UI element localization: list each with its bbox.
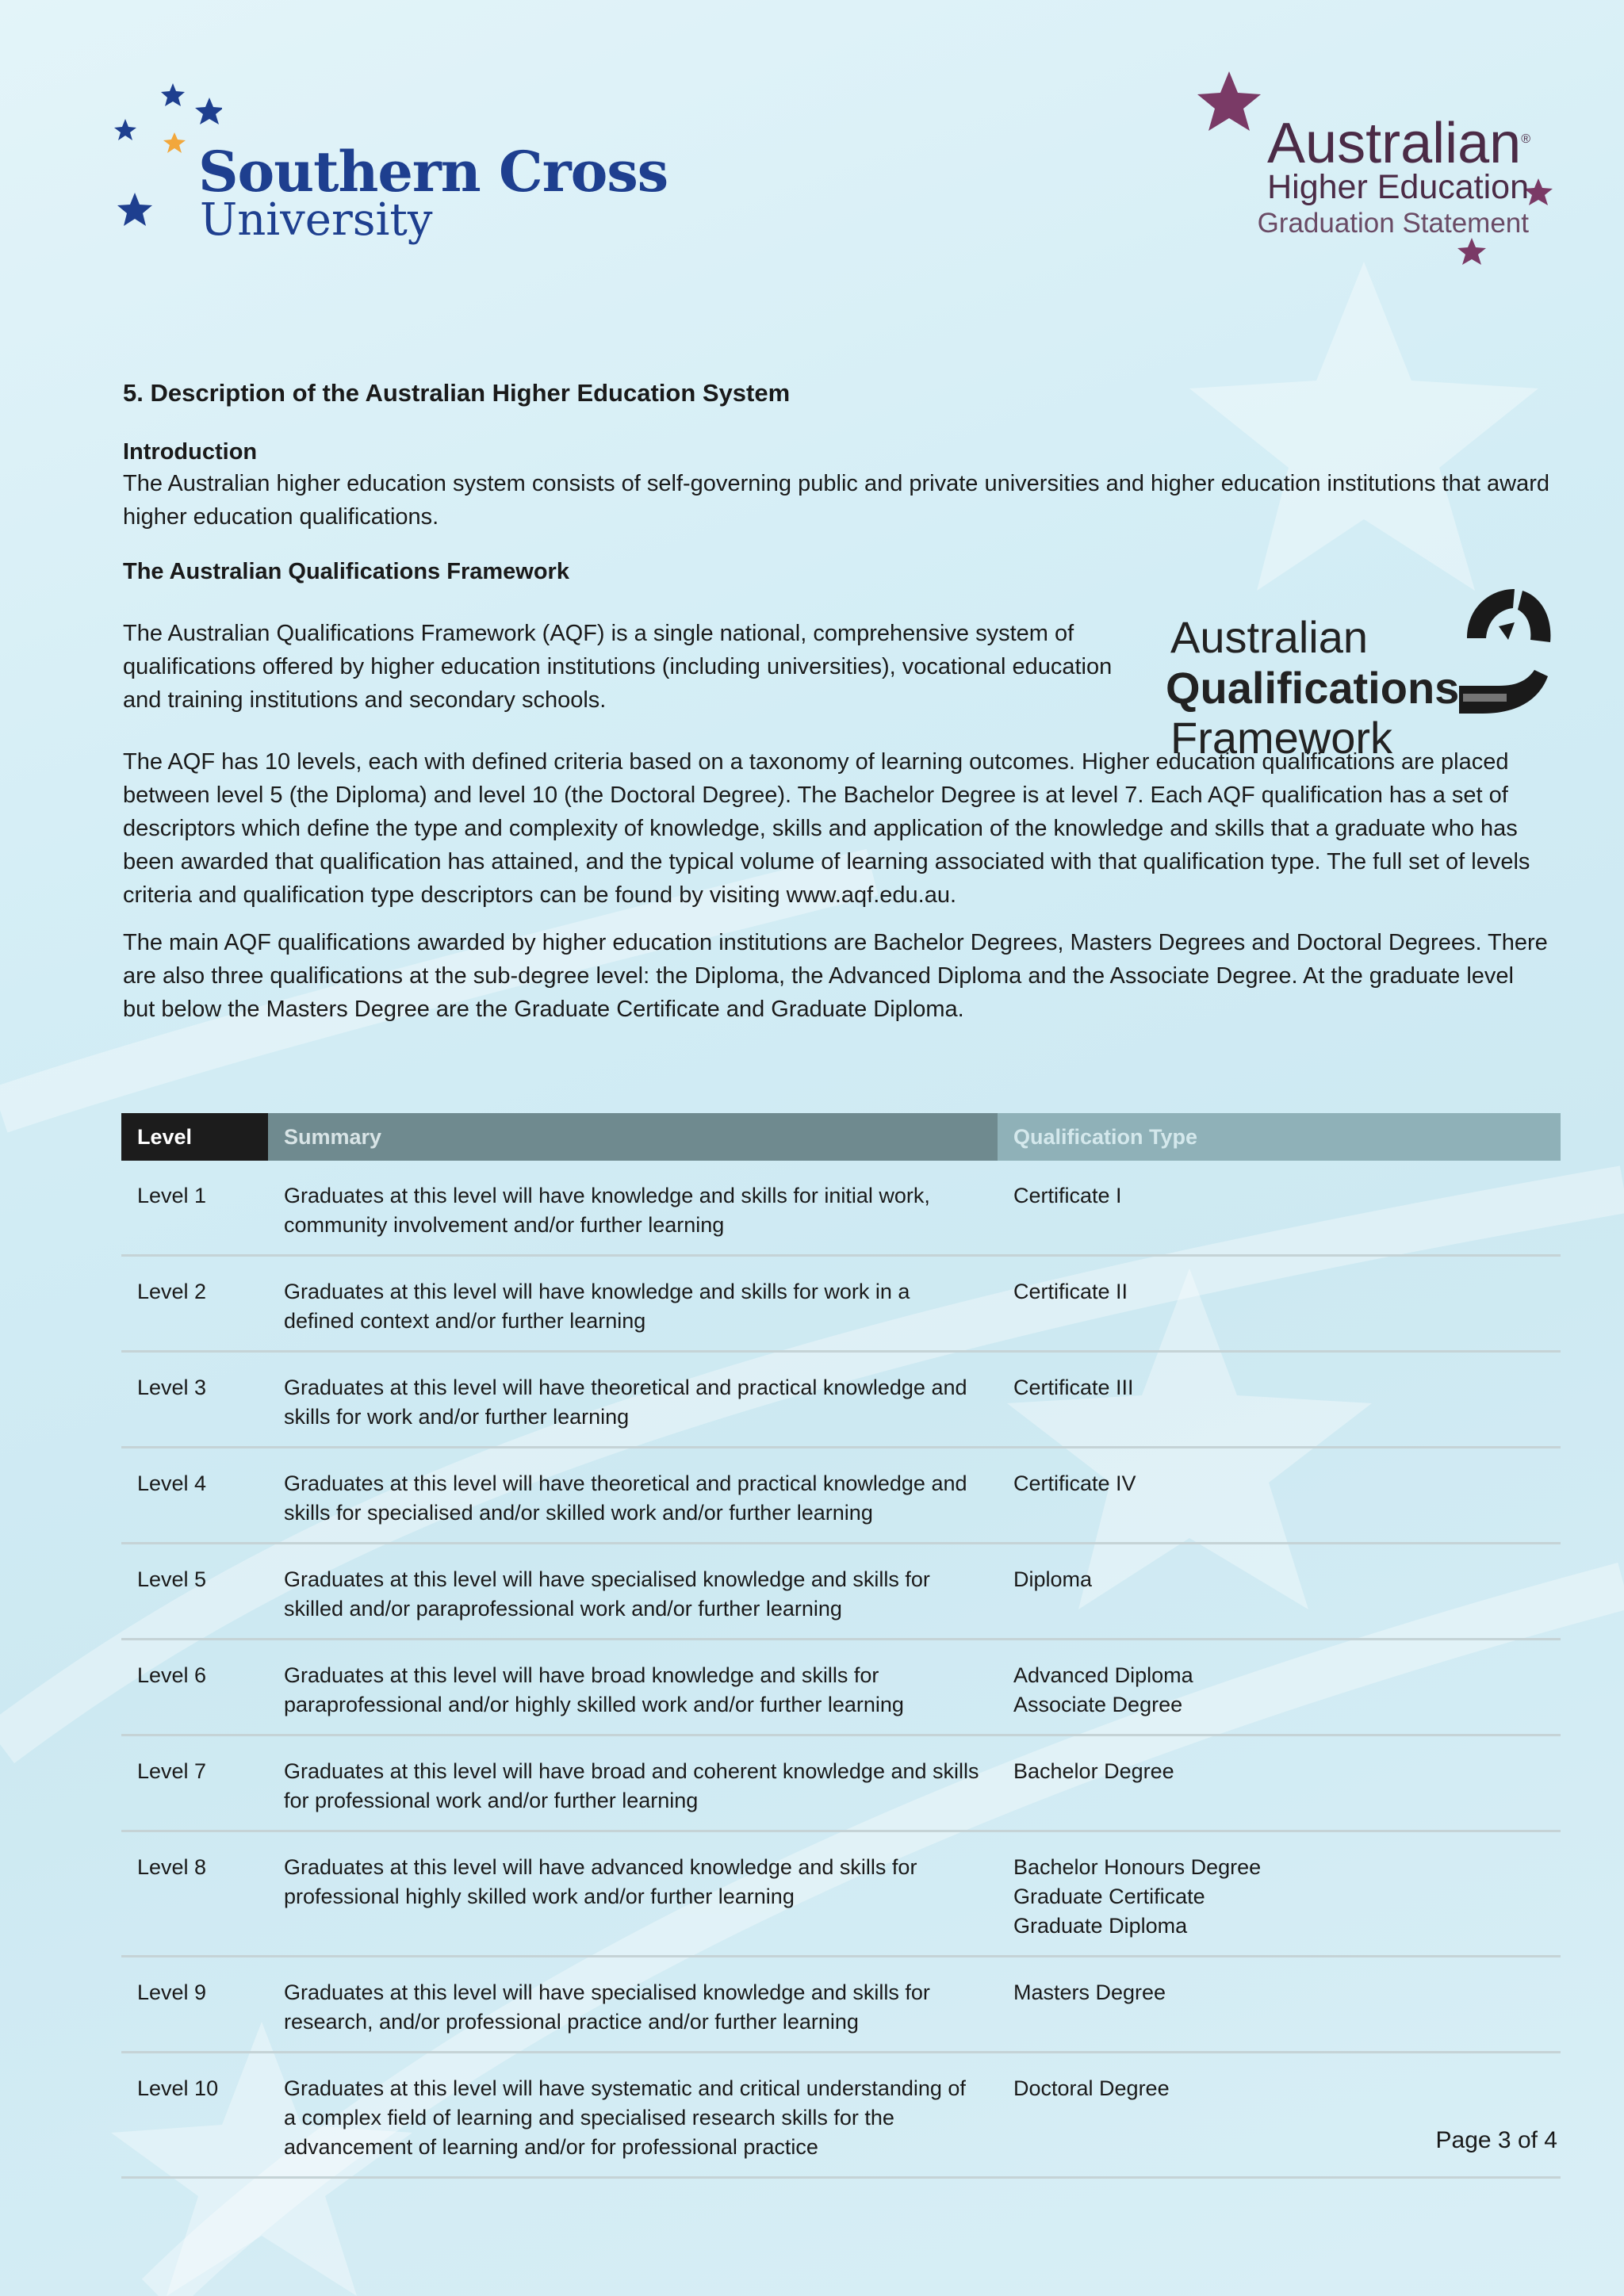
summary-cell: Graduates at this level will have broad and coherent knowledge and skills for professional work and/or further learning [268,1735,998,1831]
qualification-cell [998,1640,1561,1735]
level-cell: Level 1 [121,1161,268,1256]
aqf-levels-table [121,1113,1561,2179]
qualification-item: Bachelor Honours Degree [1013,1855,1262,1879]
qualification-item: Certificate IV [1013,1471,1136,1495]
statement-caption: Graduation Statement [1257,208,1529,239]
qualification-cell [998,1831,1561,1957]
qualification-cell [998,1544,1561,1640]
qualification-item: Certificate I [1013,1184,1122,1207]
university-name: Southern Cross [198,139,668,205]
table-row [121,1735,1561,1831]
table-row [121,1256,1561,1352]
level-cell: Level 4 [121,1448,268,1544]
level-cell: Level 8 [121,1831,268,1957]
aqf-levels-text: The AQF has 10 levels, each with defined criteria based on a taxonomy of learning outcomes. Higher education qualifications are placed between level 5 (the Diploma) and level 10 (the Doctoral Degree). The Bachelor Degree is at level 7. Each AQF qualification has a set of descriptors which define the type and complexity of knowledge, skills and application of the knowledge and skills that a graduate who has been awarded that qualification has attained, and the typical volume of learning associated with that qualification type. The full set of levels criteria and qualification type descriptors can be found by visiting www.aqf.edu.au. [123,749,1530,908]
summary-cell: Graduates at this level will have specialised knowledge and skills for skilled and/or paraprofessional work and/or further learning [268,1544,998,1640]
aqf-main-qualifications-text: The main AQF qualifications awarded by higher education institutions are Bachelor Degrees, Masters Degrees and Doctoral Degrees. There are also three qualifications at the sub-degree level: the Diploma, the Advanced Diploma and the Associate Degree. At the graduate level but below the Masters Degree are the Graduate Certificate and Graduate Diploma. [123,930,1548,1022]
summary-cell: Graduates at this level will have systematic and critical understanding of a complex field of learning and specialised research skills for the advancement of learning and/or for professional practice [268,2053,998,2178]
university-subtitle: University [200,194,433,246]
level-cell: Level 5 [121,1544,268,1640]
level-cell: Level 10 [121,2053,268,2178]
summary-cell: Graduates at this level will have theoretical and practical knowledge and skills for specialised and/or skilled work and/or further learning [268,1448,998,1544]
qualification-item: Associate Degree [1013,1693,1183,1716]
table-row [121,2053,1561,2178]
table-body [121,1161,1561,2178]
qualification-item: Certificate III [1013,1376,1134,1399]
qualification-item: Graduate Diploma [1013,1914,1188,1938]
qualification-cell [998,1161,1561,1256]
qualification-item: Bachelor Degree [1013,1759,1174,1783]
aqf-description: The Australian Qualifications Framework (AQF) is a single national, comprehensive system of qualifications offered by higher education institutions (including universities), vocational education and training institutions and secondary schools. [123,621,1113,713]
level-cell: Level 7 [121,1735,268,1831]
aqf-swirl-icon [1451,583,1554,725]
aqf-logo-line3: Framework [1170,713,1393,763]
table-row [121,1957,1561,2053]
qualification-item: Graduate Certificate [1013,1885,1205,1908]
column-header-summary: Summary [268,1113,998,1161]
statement-subtitle: Higher Education [1267,168,1529,206]
column-header-qualification-type: Qualification Type [998,1113,1561,1161]
level-cell: Level 9 [121,1957,268,2053]
level-cell: Level 3 [121,1352,268,1448]
level-cell: Level 2 [121,1256,268,1352]
summary-cell: Graduates at this level will have specialised knowledge and skills for research, and/or professional practice and/or further learning [268,1957,998,2053]
page-number: Page 3 of 4 [1435,2127,1557,2153]
qualification-cell [998,1735,1561,1831]
qualification-cell [998,1957,1561,2053]
aqf-heading: The Australian Qualifications Framework [123,559,569,584]
aqf-logo-line2: Qualifications [1166,663,1460,713]
qualification-cell [998,2053,1561,2178]
table-header-row [121,1113,1561,1161]
statement-title: Australian® [1267,112,1530,175]
qualification-cell [998,1256,1561,1352]
section-title: 5. Description of the Australian Higher Education System [123,379,791,407]
qualification-item: Doctoral Degree [1013,2076,1170,2100]
level-cell: Level 6 [121,1640,268,1735]
table-row [121,1640,1561,1735]
summary-cell: Graduates at this level will have knowledge and skills for work in a defined context and/or further learning [268,1256,998,1352]
table-row [121,1161,1561,1256]
qualification-item: Masters Degree [1013,1980,1166,2004]
university-logo [111,75,668,258]
summary-cell: Graduates at this level will have advanced knowledge and skills for professional highly skilled work and/or further learning [268,1831,998,1957]
graduation-statement-logo [1189,71,1562,277]
aqf-logo-line1: Australian [1170,612,1369,662]
summary-cell: Graduates at this level will have theoretical and practical knowledge and skills for work and/or further learning [268,1352,998,1448]
summary-cell: Graduates at this level will have knowledge and skills for initial work, community involvement and/or further learning [268,1161,998,1256]
summary-cell: Graduates at this level will have broad knowledge and skills for paraprofessional and/or highly skilled work and/or further learning [268,1640,998,1735]
qualification-item: Diploma [1013,1567,1093,1591]
table-row [121,1448,1561,1544]
table-row [121,1544,1561,1640]
qualification-cell [998,1448,1561,1544]
qualification-cell [998,1352,1561,1448]
aqf-logo [1166,583,1554,765]
introduction-heading: Introduction [123,439,258,465]
introduction-text: The Australian higher education system consists of self-governing public and private universities and higher education institutions that award higher education qualifications. [123,471,1550,530]
table-row [121,1352,1561,1448]
table-row [121,1831,1561,1957]
qualification-item: Certificate II [1013,1280,1128,1303]
column-header-level: Level [121,1113,268,1161]
qualification-item: Advanced Diploma [1013,1663,1193,1687]
